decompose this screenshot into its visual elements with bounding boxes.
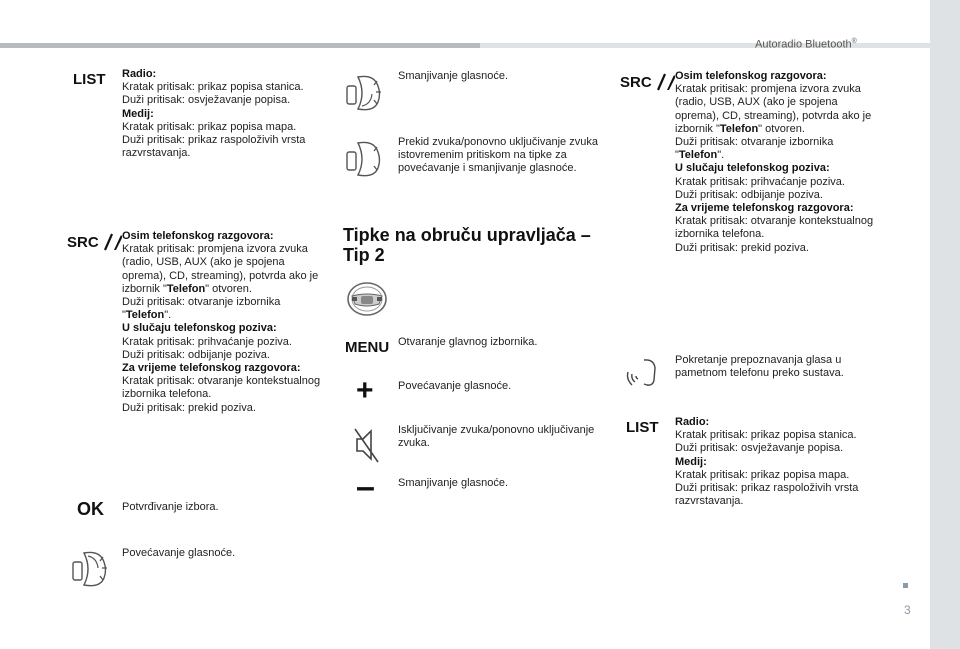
voice-description: Pokretanje prepoznavanja glasa u pametnom telefonu preko sustava. [675,354,844,380]
menu-description: Otvaranje glavnog izbornika. [398,336,538,348]
volume-up-description: Povećavanje glasnoće. [122,547,236,559]
page-header-title: Autoradio Bluetooth® [755,38,857,51]
list-description: Radio: Kratak pritisak: prikaz popisa stanica. Duži pritisak: osvježavanje popisa. Medij: Kratak pritisak: prikaz popisa mapa. Duži pritisak: prikaz raspoloživih vrsta razvrstavanja. [122,68,306,160]
volume-down-description: Smanjivanje glasnoće. [398,70,509,82]
section-heading: Tipke na obruču upravljača – Tip 2 [343,225,591,265]
page-edge-strip [930,0,960,649]
src-phone-button-label: SRC [67,233,123,251]
src-description: Osim telefonskog razgovora: Kratak pritisak: promjena izvora zvuka (radio, USB, AUX (ako je spojena oprema), CD, streaming), potvrda ako je izbornik "Telefon" otvoren. Duži pritisak: otvaranje izbornika "Telefon". U slučaju telefonskog poziva: Kratak pritisak: prihvaćanje poziva. Duži pritisak: odbijanje poziva. Za vrijeme telefonskog razgovora: Kratak pritisak: otvaranje kontekstualnog izbornika telefona. Duži pritisak: prekid poziva. [122,230,321,414]
thumbwheel-up-icon [70,548,112,590]
list-button-label: LIST [73,71,106,88]
page-number: 3 [904,603,911,617]
voice-recognition-icon [624,356,660,392]
minus-description: Smanjivanje glasnoće. [398,477,509,489]
thumbwheel-down-icon [344,72,386,114]
ok-description: Potvrđivanje izbora. [122,501,219,513]
list-button-label-2: LIST [626,419,659,436]
list-description-2: Radio: Kratak pritisak: prikaz popisa stanica. Duži pritisak: osvježavanje popisa. Medij: Kratak pritisak: prikaz popisa mapa. Duži pritisak: prikaz raspoloživih vrsta razvrstavanja. [675,416,859,508]
plus-description: Povećavanje glasnoće. [398,380,512,392]
mute-icon [354,426,380,464]
ok-button-label: OK [77,499,104,519]
minus-button-label: – [356,468,375,506]
page-marker [903,583,908,588]
mute-description: Prekid zvuka/ponovno uključivanje zvuka istovremenim pritiskom na tipke za povećavanje i smanjivanje glasnoće. [398,136,598,175]
phone-slash-icon [101,233,123,251]
thumbwheel-press-icon [344,138,386,180]
plus-button-label: + [356,374,374,407]
src-description-2: Osim telefonskog razgovora: Kratak pritisak: promjena izvora zvuka (radio, USB, AUX (ako je spojena oprema), CD, streaming), potvrda ako je izbornik "Telefon" otvoren. Duži pritisak: otvaranje izbornika "Telefon". U slučaju telefonskog poziva: Kratak pritisak: prihvaćanje poziva. Duži pritisak: odbijanje poziva. Za vrijeme telefonskog razgovora: Kratak pritisak: otvaranje kontekstualnog izbornika telefona. Duži pritisak: prekid poziva. [675,70,874,254]
header-bar-light [480,43,930,48]
menu-button-label: MENU [345,339,390,356]
steering-wheel-icon [346,280,388,318]
mute2-description: Isključivanje zvuka/ponovno uključivanje zvuka. [398,424,595,450]
header-bar [0,43,480,48]
src-phone-button-label-2: SRC [620,73,676,91]
phone-slash-icon [654,73,676,91]
